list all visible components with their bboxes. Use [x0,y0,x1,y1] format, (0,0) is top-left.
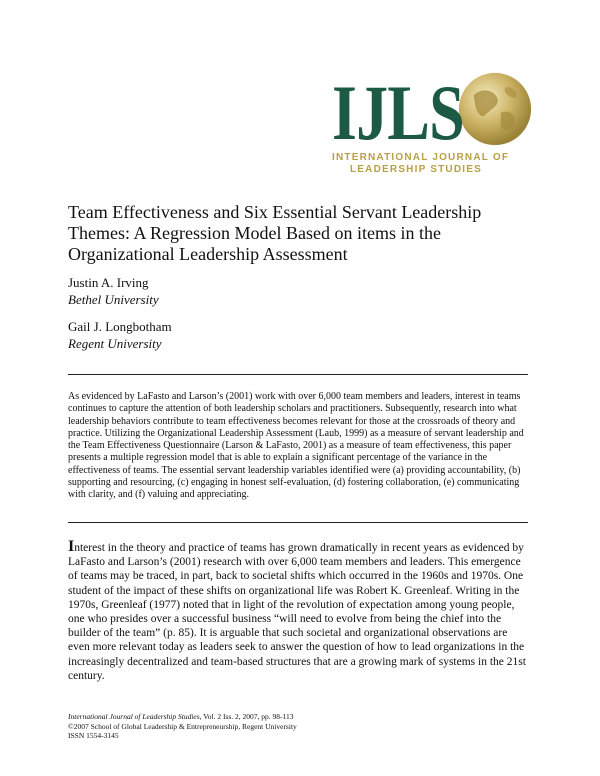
author-name: Justin A. Irving [68,275,149,290]
abstract-bottom-rule [68,522,528,523]
footer-citation [68,712,297,722]
journal-name-line2: LEADERSHIP STUDIES [350,164,482,175]
body-paragraph-text: nterest in the theory and practice of teams has grown dramatically in recent years as evidenced by LaFasto and Larson’s (2001) research with over 6,000 team members and leaders. This emergence of teams may be traced, in part, back to societal shifts which occurred in the 1960s and 1970s. One student of the impact of these shifts on organizational life was Robert K. Greenleaf. Writing in the 1970s, Greenleaf (1977) noted that in light of the revolution of expectation among young people, one who presides over a successful business “will need to evolve from being the chief into the builder of the team” (p. 85). It is arguable that such societal and organizational observations are even more relevant today as leaders seek to answer the question of how to lead organizations in the increasingly decentralized and team-based structures that are a growing mark of systems in the 21st century. [68,542,526,682]
author-affiliation: Regent University [68,336,162,351]
abstract-top-rule [68,374,528,375]
journal-name-line1: INTERNATIONAL JOURNAL OF [332,152,510,163]
author-name: Gail J. Longbotham [68,319,172,334]
page-footer [68,712,297,741]
logo-letters: IJLS [332,69,464,156]
article-title: Team Effectiveness and Six Essential Servant Leadership Themes: A Regression Model Based on items in the Organizational Leadership Assessment [68,202,482,264]
footer-copyright: ©2007 School of Global Leadership & Entrepreneurship, Regent University [68,721,297,731]
abstract-text: As evidenced by LaFasto and Larson’s (2001) work with over 6,000 team members and leaders, interest in teams continues to capture the attention of both leadership scholars and practitioners. Subsequently, research into what leadership behaviors contribute to team effectiveness becomes relevant for those at the crossroads of theory and practice. Utilizing the Organizational Leadership Assessment (Laub, 1999) as a measure of servant leadership and the Team Effectiveness Questionnaire (Larson & LaFasto, 2001) as a measure of team effectiveness, this paper presents a multiple regression model that is able to explain a significant percentage of the variance in the effectiveness of teams. The essential servant leadership variables identified were (a) providing accountability, (b) supporting and resourcing, (c) engaging in honest self-evaluation, (d) fostering collaboration, (e) communicating with clarity, and (f) valuing and appreciating. [68,391,524,501]
globe-icon [456,70,534,148]
journal-logo [332,70,536,180]
drop-cap: I [68,538,75,555]
footer-volume: , Vol. 2 Iss. 2, 2007, pp. 98-113 [199,712,294,721]
footer-journal-name: International Journal of Leadership Studies [68,712,200,721]
author-affiliation: Bethel University [68,292,159,307]
footer-issn: ISSN 1554-3145 [68,731,119,740]
body-paragraph [68,540,530,683]
